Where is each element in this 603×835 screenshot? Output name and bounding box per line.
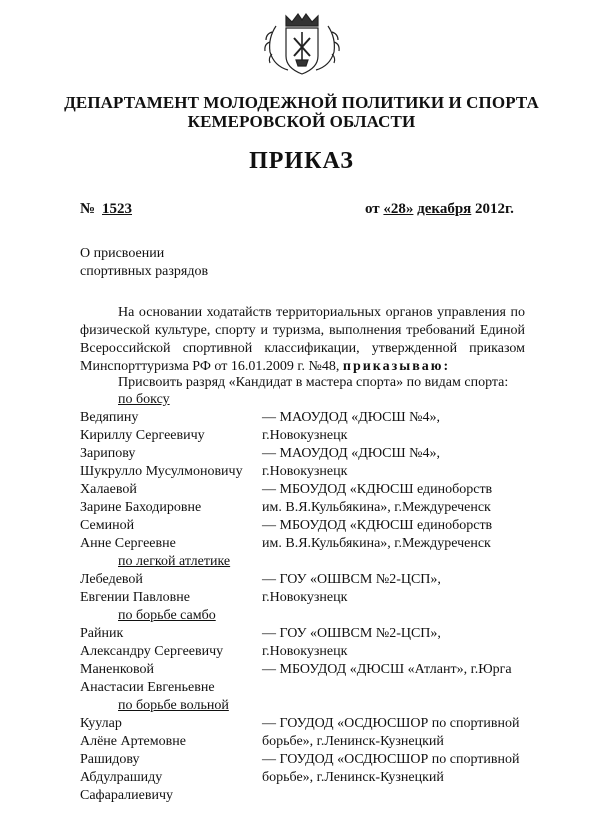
coat-of-arms-emblem	[258, 8, 346, 80]
athlete-school: — ГОУ «ОШВСМ №2-ЦСП»,	[262, 572, 441, 587]
athlete-patronymic: Сафаралиевичу	[80, 788, 174, 803]
athlete-given-name: Евгении Павловне	[80, 590, 190, 605]
order-date	[365, 201, 514, 218]
athlete-given-name: Алёне Артемовне	[80, 734, 186, 749]
athlete-city: им. В.Я.Кульбякина», г.Междуреченск	[262, 536, 491, 551]
athlete-surname: Куулар	[80, 716, 122, 731]
athlete-school: — МБОУДОД «ДЮСШ «Атлант», г.Юрга	[262, 662, 512, 677]
date-prefix: от	[365, 201, 380, 217]
date-year: 2012г.	[475, 201, 514, 217]
athlete-given-name: Александру Сергеевичу	[80, 644, 224, 659]
basis-text: На основании ходатайств территориальных органов управления по физической культуре, спорту и туризма, выполнения требований Единой Всероссийской спортивной классификации, утвержденной приказом Минспорттуризма РФ от 16.01.2009 г. №48,	[80, 305, 525, 374]
athlete-surname: Райник	[80, 626, 124, 641]
athlete-surname: Зарипову	[80, 446, 136, 461]
athlete-city: г.Новокузнецк	[262, 644, 348, 659]
sport-heading-freestyle-wrestling: по борьбе вольной	[118, 698, 229, 713]
athlete-school: — МБОУДОД «КДЮСШ единоборств	[262, 482, 493, 497]
athlete-given-name: Шукрулло Мусулмоновичу	[80, 464, 243, 479]
athlete-surname: Рашидову	[80, 752, 140, 767]
athlete-city: им. В.Я.Кульбякина», г.Междуреченск	[262, 500, 491, 515]
sport-heading-athletics: по легкой атлетике	[118, 554, 231, 569]
athlete-city: борьбе», г.Ленинск-Кузнецкий	[262, 734, 444, 749]
athlete-school: — МАОУДОД «ДЮСШ №4»,	[262, 410, 440, 425]
department-name-line1: ДЕПАРТАМЕНТ МОЛОДЕЖНОЙ ПОЛИТИКИ И СПОРТА	[64, 93, 539, 112]
athlete-school: — МБОУДОД «КДЮСШ единоборств	[262, 518, 493, 533]
athlete-city: борьбе», г.Ленинск-Кузнецкий	[262, 770, 444, 785]
athlete-given-name: Кириллу Сергеевичу	[80, 428, 205, 443]
date-month: декабря	[417, 201, 472, 217]
subject-line1: О присвоении	[80, 246, 165, 261]
athlete-given-name: Анне Сергеевне	[80, 536, 176, 551]
athlete-school: — ГОУДОД «ОСДЮСШОР по спортивной	[262, 752, 520, 767]
basis-paragraph	[80, 304, 525, 376]
assign-line: Присвоить разряд «Кандидат в мастера спорта» по видам спорта:	[118, 375, 509, 390]
athlete-surname: Халаевой	[80, 482, 137, 497]
athlete-school: — ГОУ «ОШВСМ №2-ЦСП»,	[262, 626, 441, 641]
subject-line2: спортивных разрядов	[80, 264, 209, 279]
date-day: «28»	[383, 201, 414, 217]
athlete-given-name: Анастасии Евгеньевне	[80, 680, 215, 695]
athlete-given-name: Абдулрашиду	[80, 770, 163, 785]
athlete-city: г.Новокузнецк	[262, 464, 348, 479]
document-title: ПРИКАЗ	[249, 148, 354, 174]
athlete-surname: Семиной	[80, 518, 135, 533]
sport-heading-sambo: по борьбе самбо	[118, 608, 216, 623]
athlete-surname: Лебедевой	[80, 572, 143, 587]
order-number: 1523	[102, 201, 132, 217]
athlete-school: — ГОУДОД «ОСДЮСШОР по спортивной	[262, 716, 520, 731]
department-name-line2: КЕМЕРОВСКОЙ ОБЛАСТИ	[187, 112, 416, 131]
athlete-surname: Ведяпину	[80, 410, 139, 425]
athlete-city: г.Новокузнецк	[262, 428, 348, 443]
sport-heading-boxing: по боксу	[118, 392, 170, 407]
athlete-city: г.Новокузнецк	[262, 590, 348, 605]
order-number-label: №	[80, 201, 96, 217]
order-word: приказываю:	[342, 359, 451, 374]
athlete-school: — МАОУДОД «ДЮСШ №4»,	[262, 446, 440, 461]
athlete-surname: Маненковой	[80, 662, 154, 677]
athlete-given-name: Зарине Баходировне	[80, 500, 202, 515]
